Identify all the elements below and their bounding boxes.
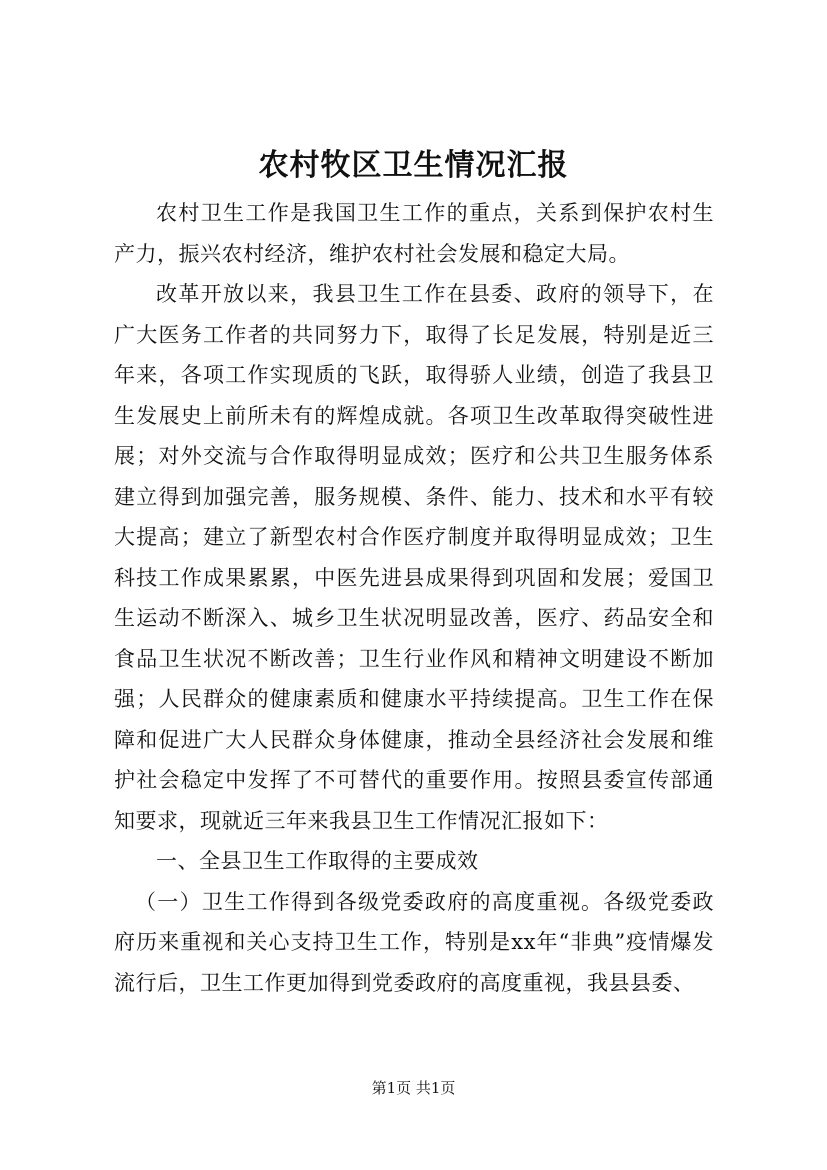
section-heading: 一、全县卫生工作取得的主要成效 [156,849,479,873]
paragraph-intro: 农村卫生工作是我国卫生工作的重点，关系到保护农村生产力，振兴农村经济，维护农村社会发展和稳定大局。 [114,201,714,266]
paragraph-reform: 改革开放以来，我县卫生工作在县委、政府的领导下，在广大医务工作者的共同努力下，取得了长足发展，特别是近三年来，各项工作实现质的飞跃，取得骄人业绩，创造了我县卫生发展史上前所未有的辉煌成就。各项卫生改革取得突破性进展；对外交流与合作取得明显成效；医疗和公共卫生服务体系建立得到加强完善，服务规模、条件、能力、技术和水平有较大提高；建立了新型农村合作医疗制度并取得明显成效；卫生科技工作成果累累，中医先进县成果得到巩固和发展；爱国卫生运动不断深入、城乡卫生状况明显改善，医疗、药品安全和食品卫生状况不断改善；卫生行业作风和精神文明建设不断加强；人民群众的健康素质和健康水平持续提高。卫生工作在保障和促进广大人民群众身体健康，推动全县经济社会发展和维护社会稳定中发挥了不可替代的重要作用。按照县委宣传部通知要求，现就近三年来我县卫生工作情况汇报如下： [114,282,714,833]
page-footer: 第1页 共1页 [371,1079,456,1097]
paragraph-subsection-1: （一）卫生工作得到各级党委政府的高度重视。各级党委政府历来重视和关心支持卫生工作，特别是xx年“非典”疫情爆发流行后，卫生工作更加得到党委政府的高度重视，我县县委、 [114,889,714,995]
document-body [114,193,714,1003]
document-title: 农村牧区卫生情况汇报 [258,148,569,183]
